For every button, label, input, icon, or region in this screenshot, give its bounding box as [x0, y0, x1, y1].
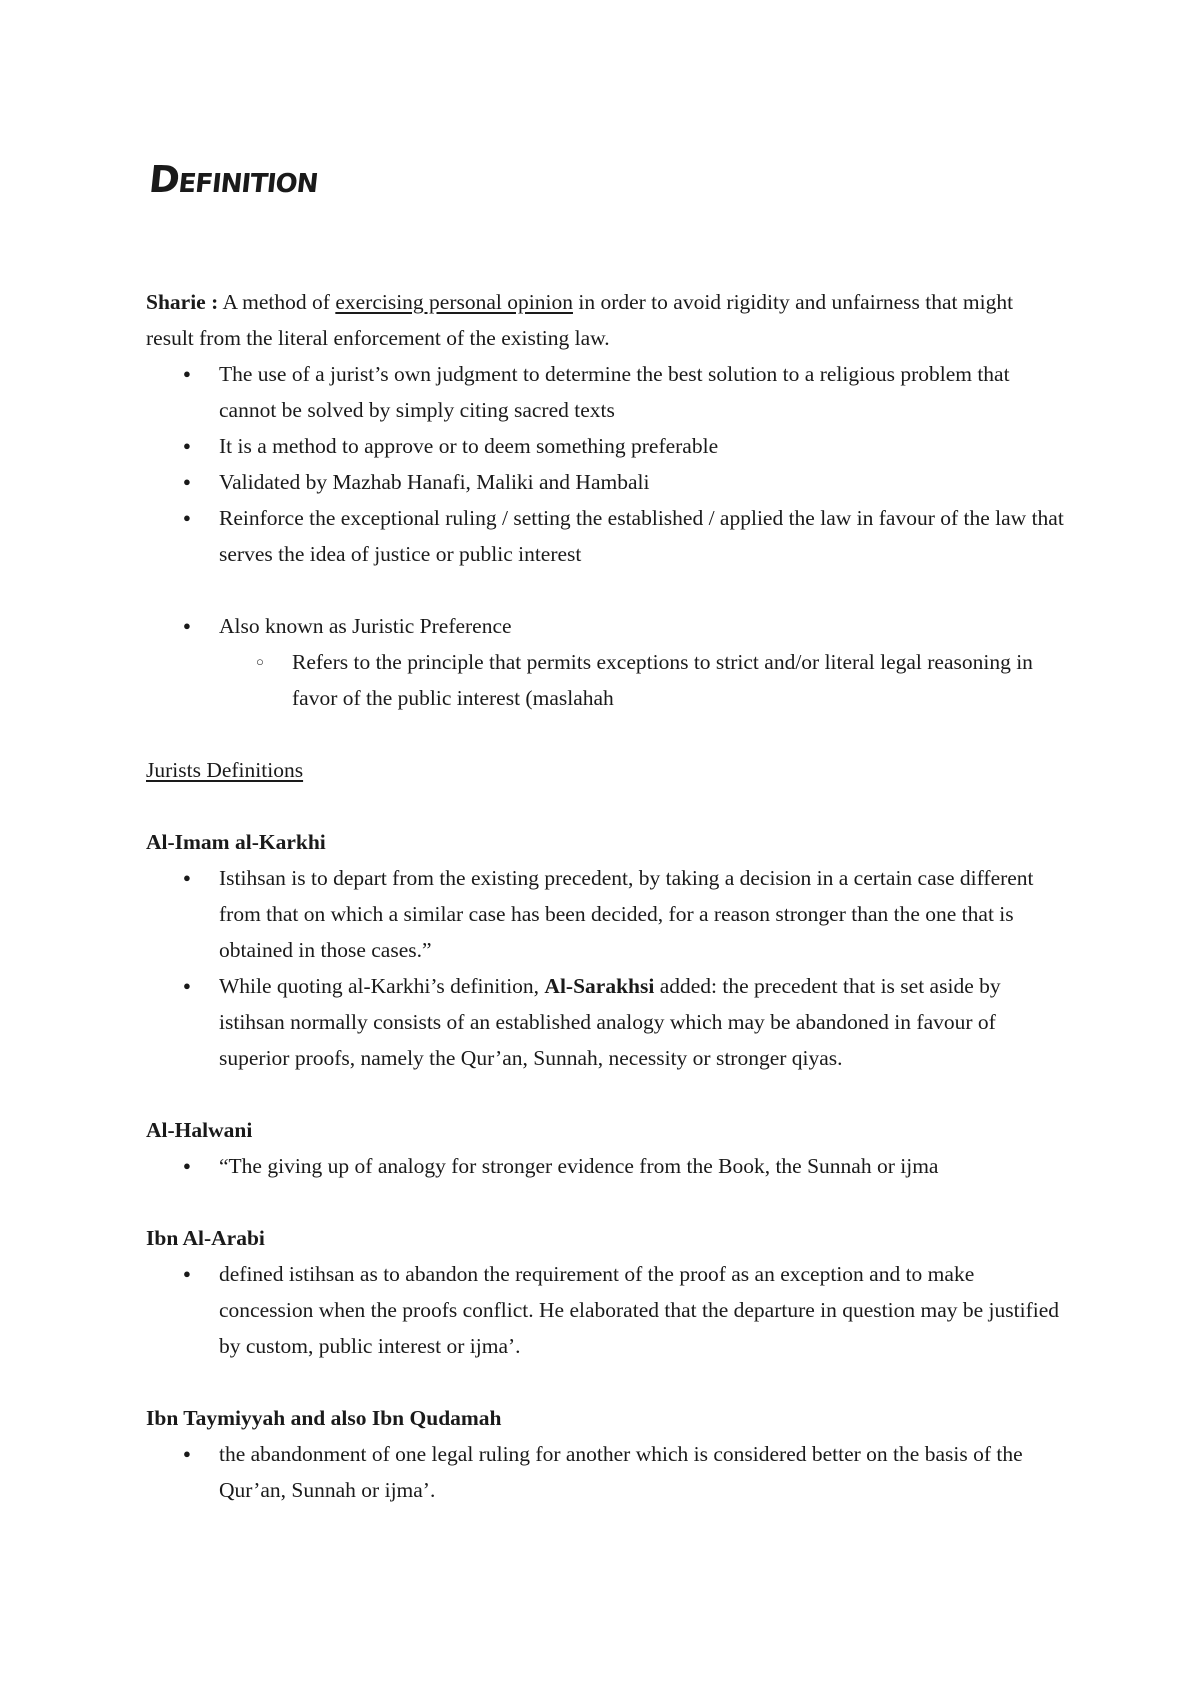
- sharie-text-post: in order to avoid rigidity and unfairness that might result from the literal enforcement of the existing law.: [146, 290, 1014, 350]
- page-title: Definition: [146, 158, 321, 201]
- karkhi-bullet-list: [146, 860, 1066, 1076]
- document-page: [146, 150, 1066, 1508]
- taymiyyah-bullet-list: [146, 1436, 1066, 1508]
- list-item: ● “The giving up of analogy for stronger evidence from the Book, the Sunnah or ijma: [146, 1148, 1066, 1184]
- spacer: [146, 572, 1066, 608]
- spacer: [146, 1184, 1066, 1220]
- list-item: ● the abandonment of one legal ruling for another which is considered better on the basis of the Qur’an, Sunnah or ijma’.: [146, 1436, 1066, 1508]
- sarakhsi-text-pre: While quoting al-Karkhi’s definition,: [219, 974, 545, 998]
- list-item: [146, 608, 1066, 716]
- spacer: [146, 1364, 1066, 1400]
- jurist-name-karkhi: Al-Imam al-Karkhi: [146, 830, 326, 854]
- arabi-bullet-list: [146, 1256, 1066, 1364]
- sharie-section: [146, 284, 1066, 1508]
- aka-sub-list: [219, 644, 1066, 716]
- list-item: ● Istihsan is to depart from the existing precedent, by taking a decision in a certain case different from that on which a similar case has been decided, for a reason stronger than the one that is obtained in those cases.”: [146, 860, 1066, 968]
- spacer: [146, 210, 1066, 284]
- sharie-text-pre: A method of: [218, 290, 336, 314]
- list-item: ● Reinforce the exceptional ruling / setting the established / applied the law in favour of the law that serves the idea of justice or public interest: [146, 500, 1066, 572]
- list-item: ● It is a method to approve or to deem something preferable: [146, 428, 1066, 464]
- aka-text: Also known as Juristic Preference: [219, 614, 512, 638]
- spacer: [146, 716, 1066, 752]
- sub-list-item: ○ Refers to the principle that permits exceptions to strict and/or literal legal reasoning in favor of the public interest (maslahah: [219, 644, 1066, 716]
- list-item: ● Validated by Mazhab Hanafi, Maliki and Hambali: [146, 464, 1066, 500]
- aka-bullet-list: [146, 608, 1066, 716]
- jurist-name-halwani: Al-Halwani: [146, 1118, 253, 1142]
- halwani-bullet-list: [146, 1148, 1066, 1184]
- jurists-heading: Jurists Definitions: [146, 758, 304, 782]
- sharie-underlined-phrase: exercising personal opinion: [335, 290, 573, 314]
- sarakhsi-name: Al-Sarakhsi: [544, 974, 655, 998]
- sharie-bullet-list: [146, 356, 1066, 572]
- jurist-name-arabi: Ibn Al-Arabi: [146, 1226, 265, 1250]
- sharie-definition: [146, 284, 1066, 356]
- list-item: ● defined istihsan as to abandon the requirement of the proof as an exception and to make concession when the proofs conflict. He elaborated that the departure in question may be justified by custom, public interest or ijma’.: [146, 1256, 1066, 1364]
- sarakhsi-text-post: added: the precedent that is set aside by istihsan normally consists of an established analogy which may be abandoned in favour of superior proofs, namely the Qur’an, Sunnah, necessity or stronger qiyas.: [219, 974, 1001, 1070]
- spacer: [146, 1076, 1066, 1112]
- list-item: [146, 968, 1066, 1076]
- spacer: [146, 788, 1066, 824]
- jurist-name-taymiyyah: Ibn Taymiyyah and also Ibn Qudamah: [146, 1406, 502, 1430]
- list-item: ● The use of a jurist’s own judgment to determine the best solution to a religious problem that cannot be solved by simply citing sacred texts: [146, 356, 1066, 428]
- sharie-label: Sharie :: [146, 290, 219, 314]
